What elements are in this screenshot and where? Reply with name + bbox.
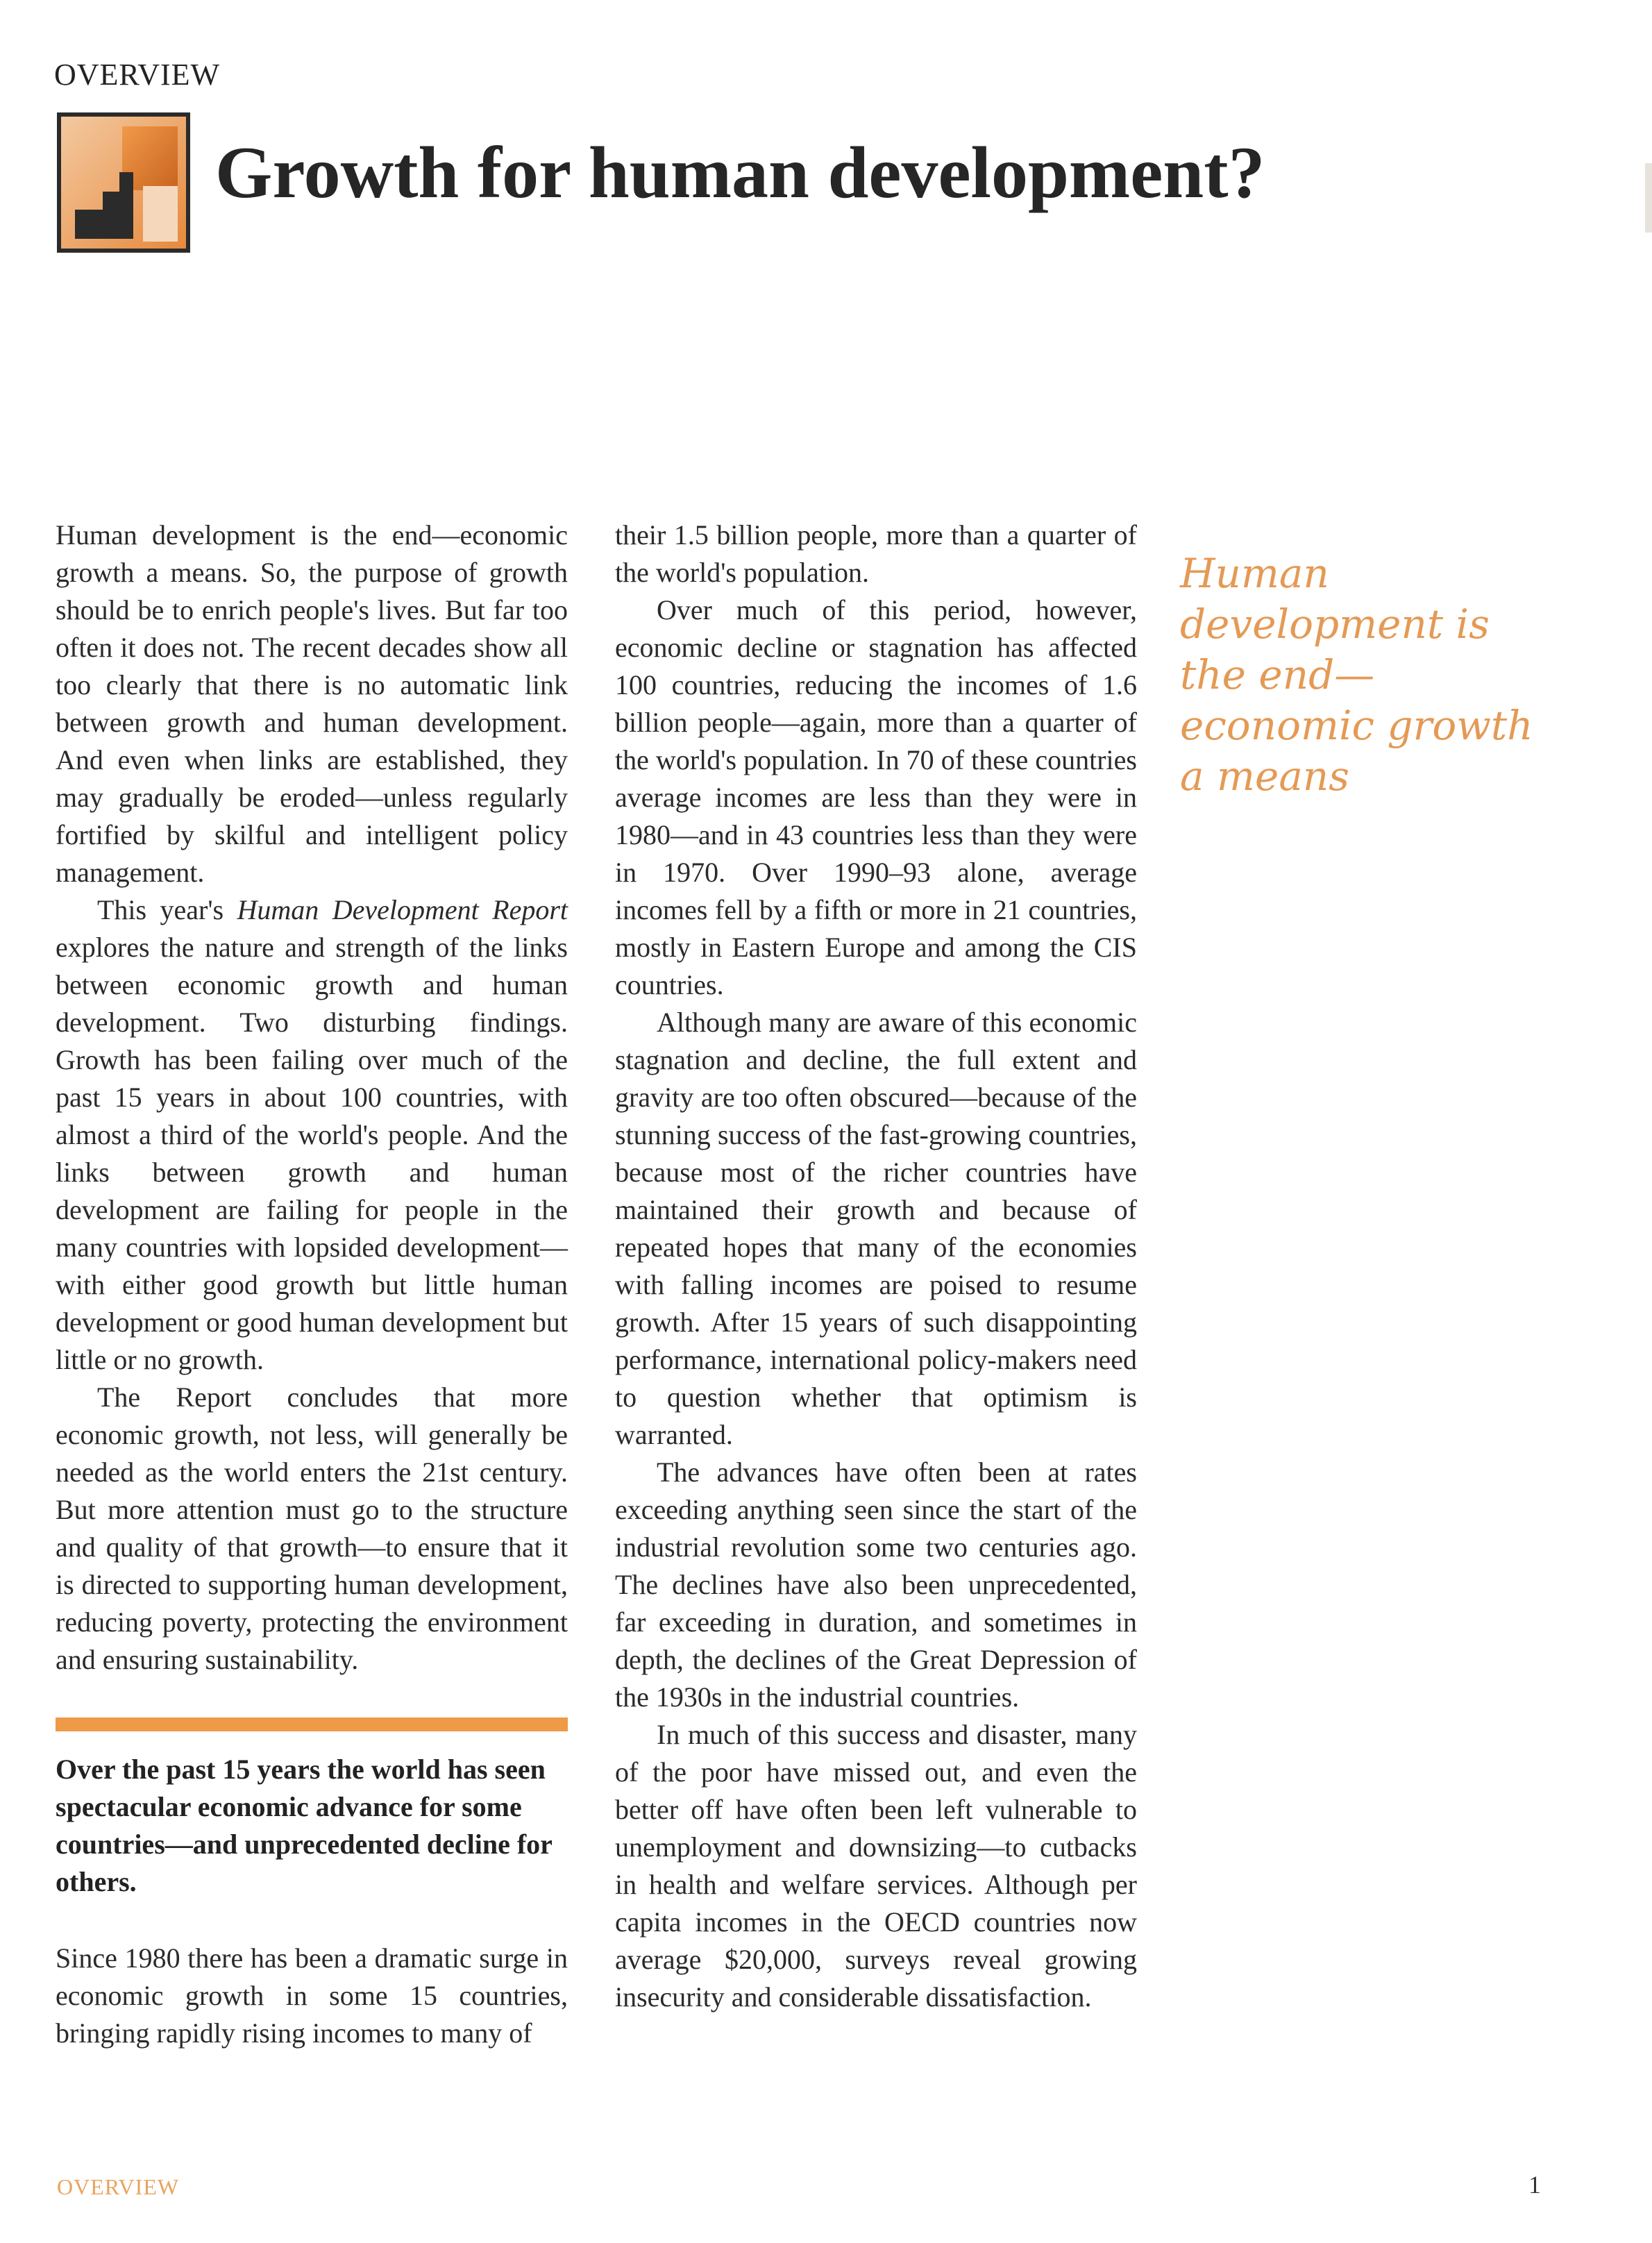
- pull-quote: Human development is the end—economic growth a means: [1180, 550, 1533, 800]
- paragraph: The Report concludes that more economic growth, not less, will generally be needed as the world enters the 21st century. But more attention must go to the structure and quality of that growth—to ensure that it is directed to supporting human development, reducing poverty, protecting the environment and ensuring sustainability.: [56, 1381, 568, 1675]
- paragraph: their 1.5 billion people, more than a quarter of the world's population.: [615, 519, 1137, 588]
- callout-follow-text: [56, 1940, 568, 2052]
- paragraph: Over much of this period, however, economic decline or stagnation has affected 100 countries, reducing the incomes of 1.6 billion people—again, more than a quarter of the world's population. In 70 of these countries average incomes are less than they were in 1980—and in 43 countries less than they were in 1970. Over 1990–93 alone, average incomes fell by a fifth or more in 21 countries, mostly in Eastern Europe and among the CIS countries.: [615, 594, 1137, 1000]
- report-title-italic: Human Development Report: [237, 894, 568, 925]
- paragraph: Although many are aware of this economic stagnation and decline, the full extent and gravity are too often obscured—because of the stunning success of the fast-growing countries, because most of the richer countries have maintained their growth and because of repeated hopes that many of the economies with falling incomes are poised to resume growth. After 15 years of such disappointing performance, international policy-makers need to question whether that optimism is warranted.: [615, 1007, 1137, 1450]
- paragraph: Human development is the end—economic growth a means. So, the purpose of growth should be to enrich people's lives. But far too often it does not. The recent decades show all too clearly that there is no automatic link between growth and human development. And even when links are established, they may gradually be eroded—unless regularly fortified by skilful and intelligent policy management.: [56, 519, 568, 888]
- page-number: 1: [1528, 2171, 1541, 2199]
- callout-statement: Over the past 15 years the world has seen spectacular economic advance for some countries—and unprecedented decline for others.: [56, 1754, 553, 1897]
- paragraph-text: This year's: [97, 894, 237, 925]
- page-title: Growth for human development?: [215, 132, 1265, 213]
- paragraph: Since 1980 there has been a dramatic surge in economic growth in some 15 countries, bringing rapidly rising incomes to many of: [56, 1942, 568, 2049]
- page-edge-mark: [1645, 163, 1652, 233]
- paragraph: [56, 891, 568, 1379]
- paragraph: The advances have often been at rates exceeding anything seen since the start of the industrial revolution some two centuries ago. The declines have also been unprecedented, far exceeding in duration, and sometimes in depth, the declines of the Great Depression of the 1930s in the industrial countries.: [615, 1456, 1137, 1713]
- overview-stairs-logo-icon: [57, 112, 190, 253]
- left-column: [56, 516, 568, 2052]
- logo-graphic: [61, 117, 186, 249]
- orange-rule: [56, 1717, 568, 1731]
- paragraph: In much of this success and disaster, many of the poor have missed out, and even the better off have often been left vulnerable to unemployment and downsizing—to cutbacks in health and welfare services. Although per capita incomes in the OECD countries now average $20,000, surveys reveal growing insecurity and considerable dissatisfaction.: [615, 1719, 1137, 2013]
- paragraph-text: explores the nature and strength of the links between economic growth and human development. Two disturbing findings. Growth has been failing over much of the past 15 years in about 100 countries, with almost a third of the world's people. And the links between growth and human development are failing for people in the many countries with lopsided development—with either good growth but little human development or good human development but little or no growth.: [56, 932, 568, 1375]
- middle-column: [615, 516, 1137, 2016]
- section-label: OVERVIEW: [54, 58, 221, 92]
- footer-section-label: OVERVIEW: [57, 2174, 180, 2199]
